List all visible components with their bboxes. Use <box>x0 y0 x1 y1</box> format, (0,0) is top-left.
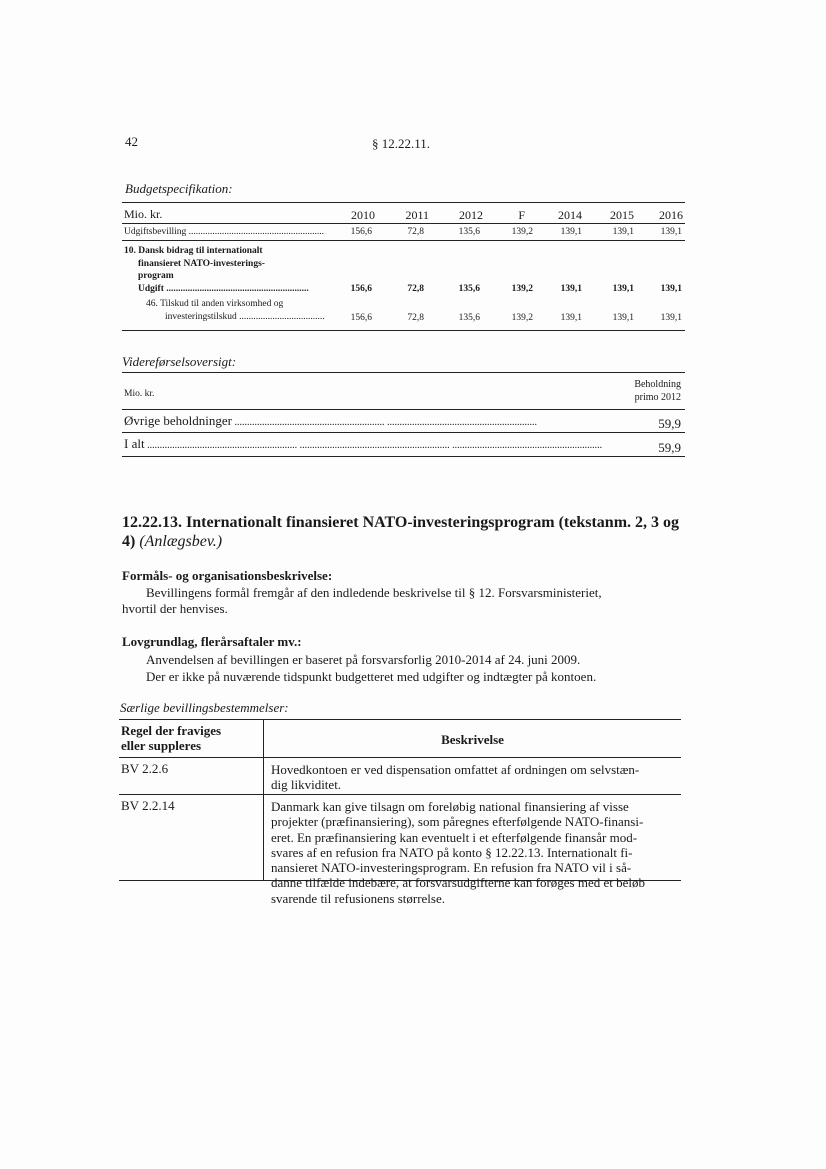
budget-cell: 72,8 <box>407 284 424 294</box>
budget-col-header: 2015 <box>610 208 634 222</box>
budget-row-udgift <box>122 284 685 297</box>
budget-col-header: 2012 <box>459 208 483 222</box>
viderefoersel-row <box>122 410 685 432</box>
budget-cell: 72,8 <box>407 227 424 237</box>
lov-text-line: Der er ikke på nuværende tidspunkt budgetteret med udgifter og indtægter på kontoen. <box>146 669 597 684</box>
budget-cell: 139,1 <box>612 227 634 237</box>
viderefoersel-header-row <box>122 373 685 409</box>
viderefoersel-heading: Videreførselsoversigt: <box>122 354 237 369</box>
viderefoersel-unit-label: Mio. kr. <box>124 389 155 399</box>
budget-row-tilskud <box>122 297 685 330</box>
viderefoersel-col-header-line: Beholdning <box>634 379 681 390</box>
saerlige-description-cell <box>271 762 676 793</box>
budget-row-udgiftsbevilling <box>122 224 685 240</box>
description-line: eret. En præfinansiering kan eventuelt i et efterfølgende finansår mod- <box>271 829 638 845</box>
budget-cell: 139,1 <box>612 313 634 323</box>
description-line: danne tilfælde indebære, at forsvarsudgifterne kan forøges med et beløb <box>271 875 645 891</box>
budget-cell: 139,1 <box>660 313 682 323</box>
budget-cell: 139,1 <box>612 284 634 294</box>
budget-cell: 139,1 <box>560 227 582 237</box>
budget-cell: 135,6 <box>458 227 480 237</box>
lov-heading: Lovgrundlag, flerårsaftaler mv.: <box>122 634 302 649</box>
budget-header-row <box>122 203 685 223</box>
budget-row-label: Udgiftsbevilling <box>124 227 187 237</box>
formaal-text-line: Bevillingens formål fremgår af den indledende beskrivelse til § 12. Forsvarsministeriet, <box>146 585 602 600</box>
saerlige-rule-cell: BV 2.2.14 <box>121 798 175 813</box>
budget-cell: 139,1 <box>560 313 582 323</box>
description-line: Danmark kan give tilsagn om foreløbig national finansiering af visse <box>271 799 629 814</box>
viderefoersel-row <box>122 433 685 456</box>
budget-cell: 139,2 <box>511 227 533 237</box>
budget-account-title <box>122 241 685 284</box>
description-line: nansieret NATO-investeringsprogram. En refusion fra NATO vil i så- <box>271 860 632 876</box>
saerlige-col1-header-line: eller suppleres <box>121 738 202 753</box>
description-line: svarende til refusionens størrelse. <box>271 890 446 906</box>
budget-heading: Budgetspecifikation: <box>125 181 233 196</box>
viderefoersel-table <box>122 372 685 457</box>
budget-table <box>122 202 685 331</box>
saerlige-heading: Særlige bevillingsbestemmelser: <box>120 700 289 715</box>
description-line: projekter (præfinansiering), som påregnes efterfølgende NATO-finansi- <box>271 814 644 830</box>
saerlige-col1-header <box>121 723 221 753</box>
viderefoersel-col-header <box>634 379 681 404</box>
viderefoersel-row-label: Øvrige beholdninger <box>124 413 232 428</box>
budget-col-header: 2010 <box>351 208 375 222</box>
saerlige-table <box>119 719 681 906</box>
viderefoersel-cell: 59,9 <box>658 416 681 431</box>
budget-cell: 139,2 <box>511 313 533 323</box>
budget-cell: 139,1 <box>660 227 682 237</box>
section-title-line: 12.22.13. Internationalt finansieret NATO-investeringsprogram (tekstanm. 2, 3 og <box>122 514 680 531</box>
section-title-line-2 <box>122 532 692 551</box>
budget-cell: 156,6 <box>350 284 372 294</box>
viderefoersel-cell: 59,9 <box>658 440 681 455</box>
viderefoersel-row-label: I alt <box>124 436 145 451</box>
budget-cell: 156,6 <box>350 227 372 237</box>
saerlige-col2-header: Beskrivelse <box>441 732 504 747</box>
saerlige-col1-header-line: Regel der fraviges <box>121 723 222 738</box>
budget-row-label: 46. Tilskud til anden virksomhed og <box>146 299 284 309</box>
budget-col-header: 2014 <box>558 208 582 222</box>
formaal-heading: Formåls- og organisationsbeskrivelse: <box>122 568 333 583</box>
viderefoersel-col-header-line: primo 2012 <box>634 391 681 403</box>
budget-cell: 139,1 <box>660 284 682 294</box>
formaal-text-line: hvortil der henvises. <box>122 601 228 616</box>
saerlige-description-cell <box>271 799 676 906</box>
lov-text-line: Anvendelsen af bevillingen er baseret på forsvarsforlig 2010-2014 af 24. juni 2009. <box>146 652 581 667</box>
budget-row-label: Udgift <box>138 284 164 294</box>
budget-cell: 72,8 <box>407 313 424 323</box>
budget-row-label: investeringstilskud <box>165 312 237 322</box>
budget-cell: 139,2 <box>511 284 533 294</box>
account-title-line: program <box>138 271 174 281</box>
budget-col-header: F <box>518 208 525 222</box>
section-title-prefix: 4) <box>122 533 136 550</box>
budget-cell: 135,6 <box>458 313 480 323</box>
account-title-line: finansieret NATO-investerings- <box>138 258 265 269</box>
budget-cell: 156,6 <box>350 313 372 323</box>
budget-cell: 135,6 <box>458 284 480 294</box>
section-title <box>122 513 692 551</box>
budget-col-header: 2016 <box>659 208 683 222</box>
description-line: svares af en refusion fra NATO på konto § 12.22.13. Internationalt fi- <box>271 844 633 860</box>
section-title-italic: (Anlægsbev.) <box>139 533 223 550</box>
budget-unit-label: Mio. kr. <box>124 207 163 221</box>
budget-cell: 139,1 <box>560 284 582 294</box>
description-line: dig likviditet. <box>271 777 342 793</box>
section-reference: § 12.22.11. <box>372 136 431 151</box>
budget-col-header: 2011 <box>405 208 429 222</box>
description-line: Hovedkontoen er ved dispensation omfattet af ordningen om selvstæn- <box>271 762 640 777</box>
account-title-line: 10. Dansk bidrag til internationalt <box>124 246 263 256</box>
saerlige-rule-cell: BV 2.2.6 <box>121 761 169 776</box>
page-number: 42 <box>125 134 138 149</box>
